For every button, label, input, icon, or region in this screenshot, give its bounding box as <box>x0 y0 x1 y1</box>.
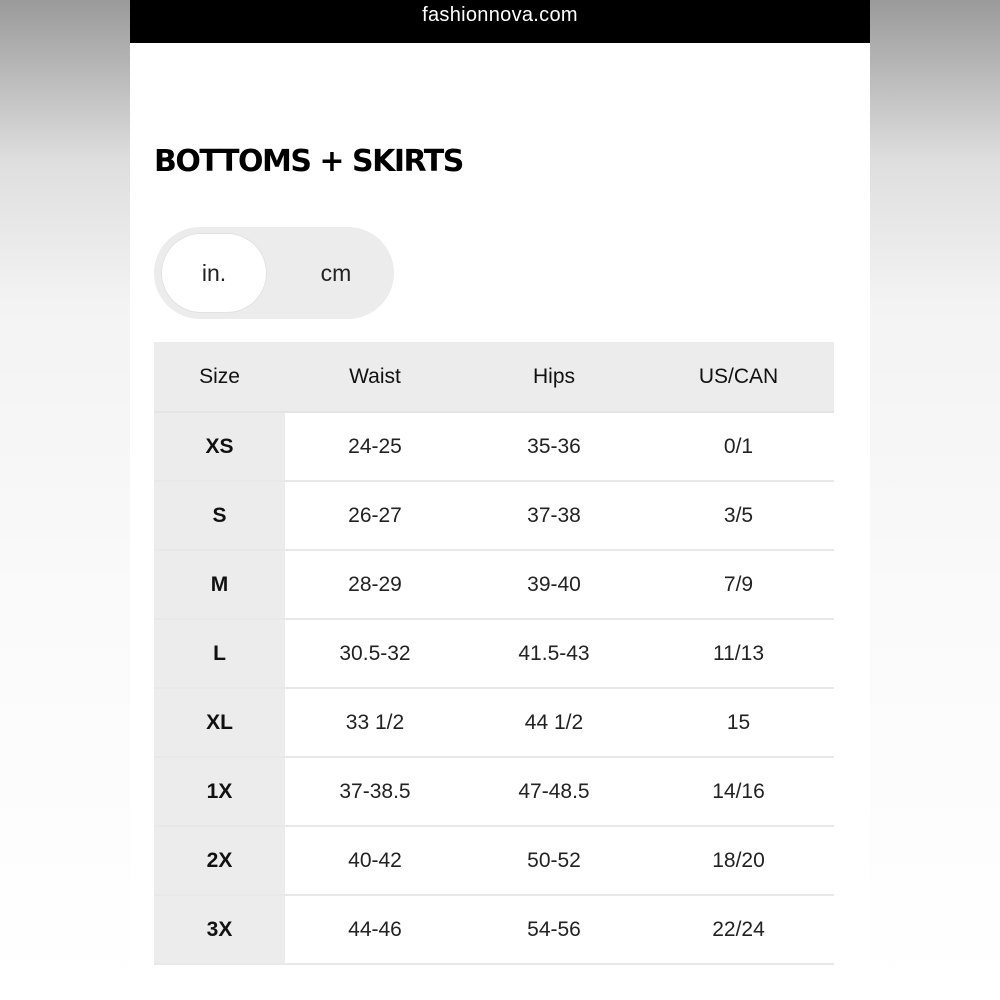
table-row <box>154 550 834 619</box>
size-cell: 2X <box>154 826 285 895</box>
us-can-cell: 18/20 <box>643 826 834 895</box>
hips-cell: 54-56 <box>465 895 643 964</box>
hips-cell: 50-52 <box>465 826 643 895</box>
waist-cell: 40-42 <box>285 826 465 895</box>
waist-cell: 24-25 <box>285 412 465 481</box>
size-cell: L <box>154 619 285 688</box>
size-cell: 3X <box>154 895 285 964</box>
size-cell: 1X <box>154 757 285 826</box>
hips-cell: 47-48.5 <box>465 757 643 826</box>
hips-cell: 37-38 <box>465 481 643 550</box>
unit-toggle <box>154 227 394 319</box>
table-row <box>154 757 834 826</box>
us-can-cell: 14/16 <box>643 757 834 826</box>
page-title: BOTTOMS + SKIRTS <box>154 144 463 179</box>
waist-cell: 44-46 <box>285 895 465 964</box>
size-chart-table <box>154 342 834 965</box>
web-page <box>130 0 870 1000</box>
size-cell: XS <box>154 412 285 481</box>
table-row <box>154 895 834 964</box>
size-cell: S <box>154 481 285 550</box>
table-row <box>154 619 834 688</box>
header-size: Size <box>154 342 285 412</box>
waist-cell: 37-38.5 <box>285 757 465 826</box>
table-header-row <box>154 342 834 412</box>
table-row <box>154 412 834 481</box>
unit-option-inches[interactable]: in. <box>162 234 266 312</box>
header-waist: Waist <box>285 342 465 412</box>
us-can-cell: 3/5 <box>643 481 834 550</box>
header-us-can: US/CAN <box>643 342 834 412</box>
waist-cell: 30.5-32 <box>285 619 465 688</box>
us-can-cell: 7/9 <box>643 550 834 619</box>
unit-option-cm[interactable]: cm <box>320 260 352 286</box>
waist-cell: 26-27 <box>285 481 465 550</box>
size-cell: XL <box>154 688 285 757</box>
table-row <box>154 688 834 757</box>
hips-cell: 41.5-43 <box>465 619 643 688</box>
browser-url-bar[interactable]: fashionnova.com <box>130 0 870 43</box>
waist-cell: 33 1/2 <box>285 688 465 757</box>
table-row <box>154 826 834 895</box>
us-can-cell: 0/1 <box>643 412 834 481</box>
hips-cell: 39-40 <box>465 550 643 619</box>
table-row <box>154 481 834 550</box>
header-hips: Hips <box>465 342 643 412</box>
us-can-cell: 11/13 <box>643 619 834 688</box>
us-can-cell: 15 <box>643 688 834 757</box>
size-cell: M <box>154 550 285 619</box>
hips-cell: 35-36 <box>465 412 643 481</box>
hips-cell: 44 1/2 <box>465 688 643 757</box>
us-can-cell: 22/24 <box>643 895 834 964</box>
waist-cell: 28-29 <box>285 550 465 619</box>
